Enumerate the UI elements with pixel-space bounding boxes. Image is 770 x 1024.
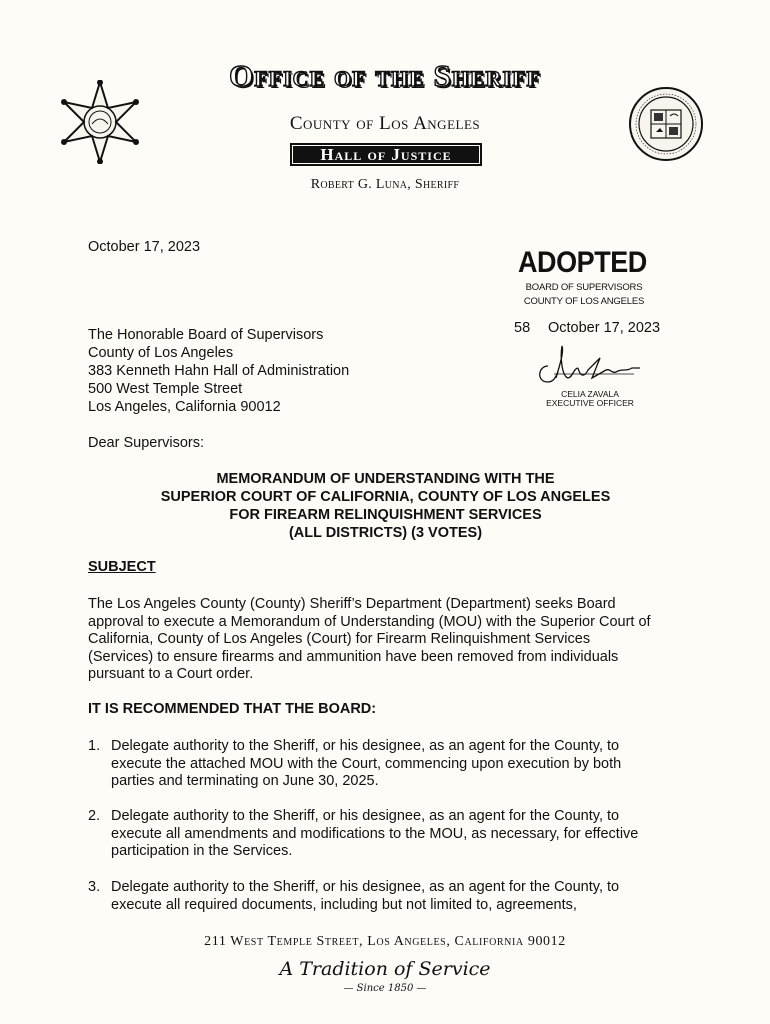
sheriff-star-icon [58, 80, 142, 164]
signer-title: EXECUTIVE OFFICER [546, 398, 634, 408]
item-line: participation in the Services. [111, 843, 293, 859]
hall-of-justice-banner: Hall of Justice [290, 143, 482, 166]
footer-since: — Since 1850 — [343, 983, 427, 994]
memo-title-line: SUPERIOR COURT OF CALIFORNIA, COUNTY OF LOS ANGELES [160, 489, 611, 505]
stamp-date: October 17, 2023 [548, 320, 661, 336]
paragraph-line: The Los Angeles County (County) Sheriff’s Department (Department) seeks Board [88, 596, 616, 612]
stamp-item-number: 58 [514, 320, 531, 336]
subject-paragraph [88, 596, 688, 684]
executive-signature [534, 338, 644, 388]
item-line: execute all required documents, including but not limited to, agreements, [111, 896, 577, 913]
address-line: 383 Kenneth Hahn Hall of Administration [88, 363, 350, 379]
item-line: Delegate authority to the Sheriff, or his designee, as an agent for the County, to [111, 738, 620, 754]
signer-name: CELIA ZAVALA [561, 389, 619, 399]
item-number: 1. [88, 738, 101, 754]
memo-title-line: (ALL DISTRICTS) (3 VOTES) [288, 525, 483, 541]
memo-title-line: FOR FIREARM RELINQUISHMENT SERVICES [229, 507, 542, 523]
item-line: Delegate authority to the Sheriff, or his designee, as an agent for the County, to [111, 879, 620, 895]
address-line: County of Los Angeles [88, 345, 234, 361]
item-line: execute the attached MOU with the Court, commencing upon execution by both [111, 755, 622, 772]
item-line: execute all amendments and modifications to the MOU, as necessary, for effective [111, 825, 639, 842]
memo-title [88, 470, 683, 542]
county-name: County of Los Angeles [289, 113, 481, 134]
item-number: 2. [88, 808, 101, 824]
subject-heading: SUBJECT [88, 559, 156, 575]
item-number: 3. [88, 879, 101, 895]
adopted-stamp: ADOPTED [518, 246, 647, 279]
item-line: Delegate authority to the Sheriff, or his designee, as an agent for the County, to [111, 808, 620, 824]
address-line: The Honorable Board of Supervisors [88, 327, 324, 343]
item-line: parties and terminating on June 30, 2025. [111, 773, 379, 789]
county-seal-icon [628, 86, 704, 162]
stamp-county-line: COUNTY OF LOS ANGELES [523, 296, 645, 307]
letter-date: October 17, 2023 [88, 239, 201, 255]
paragraph-line: approval to execute a Memorandum of Understanding (MOU) with the Superior Court of [88, 613, 651, 630]
address-line: Los Angeles, California 90012 [88, 399, 281, 415]
memo-title-line: MEMORANDUM OF UNDERSTANDING WITH THE [216, 471, 555, 487]
paragraph-line: (Services) to ensure firearms and ammunition have been removed from individuals [88, 648, 619, 665]
footer-address: 211 West Temple Street, Los Angeles, California 90012 [204, 934, 566, 949]
stamp-board-line: BOARD OF SUPERVISORS [525, 282, 643, 293]
paragraph-line: pursuant to a Court order. [88, 666, 254, 682]
address-line: 500 West Temple Street [88, 381, 243, 397]
office-title: Office of the Sheriff [229, 58, 541, 93]
recommendations-heading: IT IS RECOMMENDED THAT THE BOARD: [88, 701, 377, 717]
footer-motto: A Tradition of Service [279, 958, 491, 980]
salutation: Dear Supervisors: [88, 435, 205, 451]
sheriff-name: Robert G. Luna, Sheriff [310, 177, 460, 192]
recipient-address [88, 326, 349, 416]
paragraph-line: California, County of Los Angeles (Court) for Firearm Relinquishment Services [88, 631, 591, 647]
